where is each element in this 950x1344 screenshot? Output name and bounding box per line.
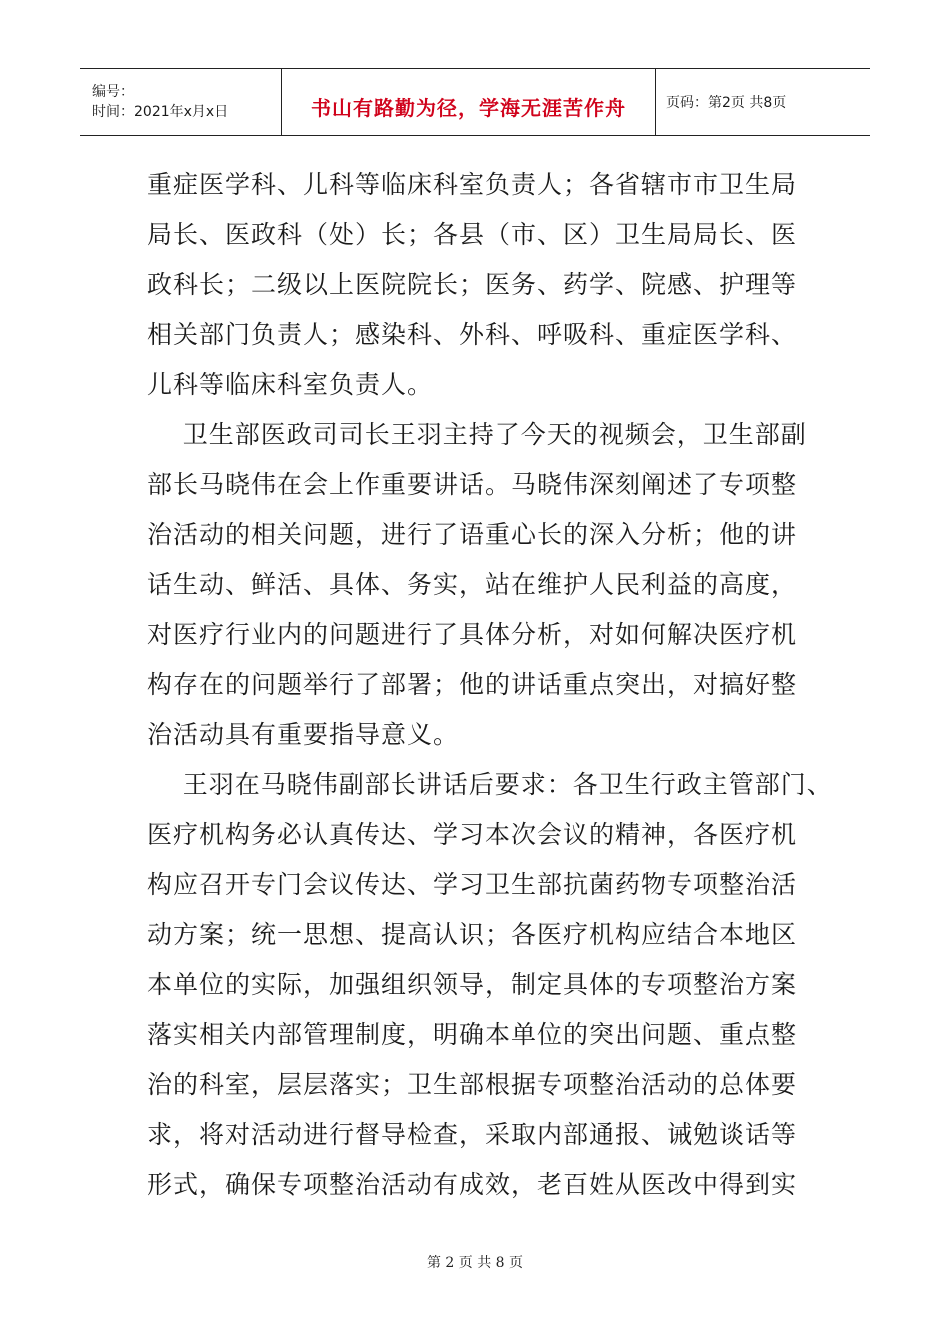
- text-line: 形式，确保专项整治活动有成效，老百姓从医改中得到实: [147, 1170, 798, 1199]
- text-line: 儿科等临床科室负责人。: [147, 370, 434, 399]
- text-line: 医疗机构务必认真传达、学习本次会议的精神，各医疗机: [147, 820, 798, 849]
- text-line: 重症医学科、儿科等临床科室负责人；各省辖市市卫生局: [147, 170, 798, 199]
- paragraph: [147, 410, 827, 760]
- paragraph: [147, 160, 827, 410]
- text-line: 政科长；二级以上医院院长；医务、药学、院感、护理等: [147, 270, 798, 299]
- text-line: 对医疗行业内的问题进行了具体分析，对如何解决医疗机: [147, 620, 798, 649]
- text-line: 治的科室，层层落实；卫生部根据专项整治活动的总体要: [147, 1070, 798, 1099]
- text-line: 本单位的实际，加强组织领导，制定具体的专项整治方案: [147, 970, 798, 999]
- text-line: 治活动具有重要指导意义。: [147, 720, 460, 749]
- text-line: 卫生部医政司司长王羽主持了今天的视频会，卫生部副: [147, 420, 807, 449]
- text-line: 相关部门负责人；感染科、外科、呼吸科、重症医学科、: [147, 320, 798, 349]
- text-line: 求，将对活动进行督导检查，采取内部通报、诫勉谈话等: [147, 1120, 798, 1149]
- page-footer: 第 2 页 共 8 页: [426, 1255, 524, 1271]
- text-line: 动方案；统一思想、提高认识；各医疗机构应结合本地区: [147, 920, 798, 949]
- paragraph: [147, 760, 833, 1210]
- text-line: 构应召开专门会议传达、学习卫生部抗菌药物专项整治活: [147, 870, 798, 899]
- header-motto-cell: [282, 69, 656, 135]
- page-header: [80, 68, 870, 136]
- header-page-number: 页码：第2页 共8页: [666, 95, 787, 111]
- document-number-label: 编号：: [92, 84, 134, 100]
- text-line: 落实相关内部管理制度，明确本单位的突出问题、重点整: [147, 1020, 798, 1049]
- text-line: 王羽在马晓伟副部长讲话后要求：各卫生行政主管部门、: [147, 770, 833, 799]
- text-line: 部长马晓伟在会上作重要讲话。马晓伟深刻阐述了专项整: [147, 470, 798, 499]
- document-date-label: 时间：2021年x月x日: [92, 104, 229, 120]
- text-line: 构存在的问题举行了部署；他的讲话重点突出，对搞好整: [147, 670, 798, 699]
- text-line: 治活动的相关问题，进行了语重心长的深入分析；他的讲: [147, 520, 798, 549]
- text-line: 话生动、鲜活、具体、务实，站在维护人民利益的高度，: [147, 570, 798, 599]
- header-page-cell: [656, 69, 870, 135]
- document-body: [147, 160, 833, 1210]
- header-meta: [80, 69, 282, 135]
- text-line: 局长、医政科（处）长；各县（市、区）卫生局局长、医: [147, 220, 798, 249]
- header-motto: 书山有路勤为径，学海无涯苦作舟: [311, 95, 626, 120]
